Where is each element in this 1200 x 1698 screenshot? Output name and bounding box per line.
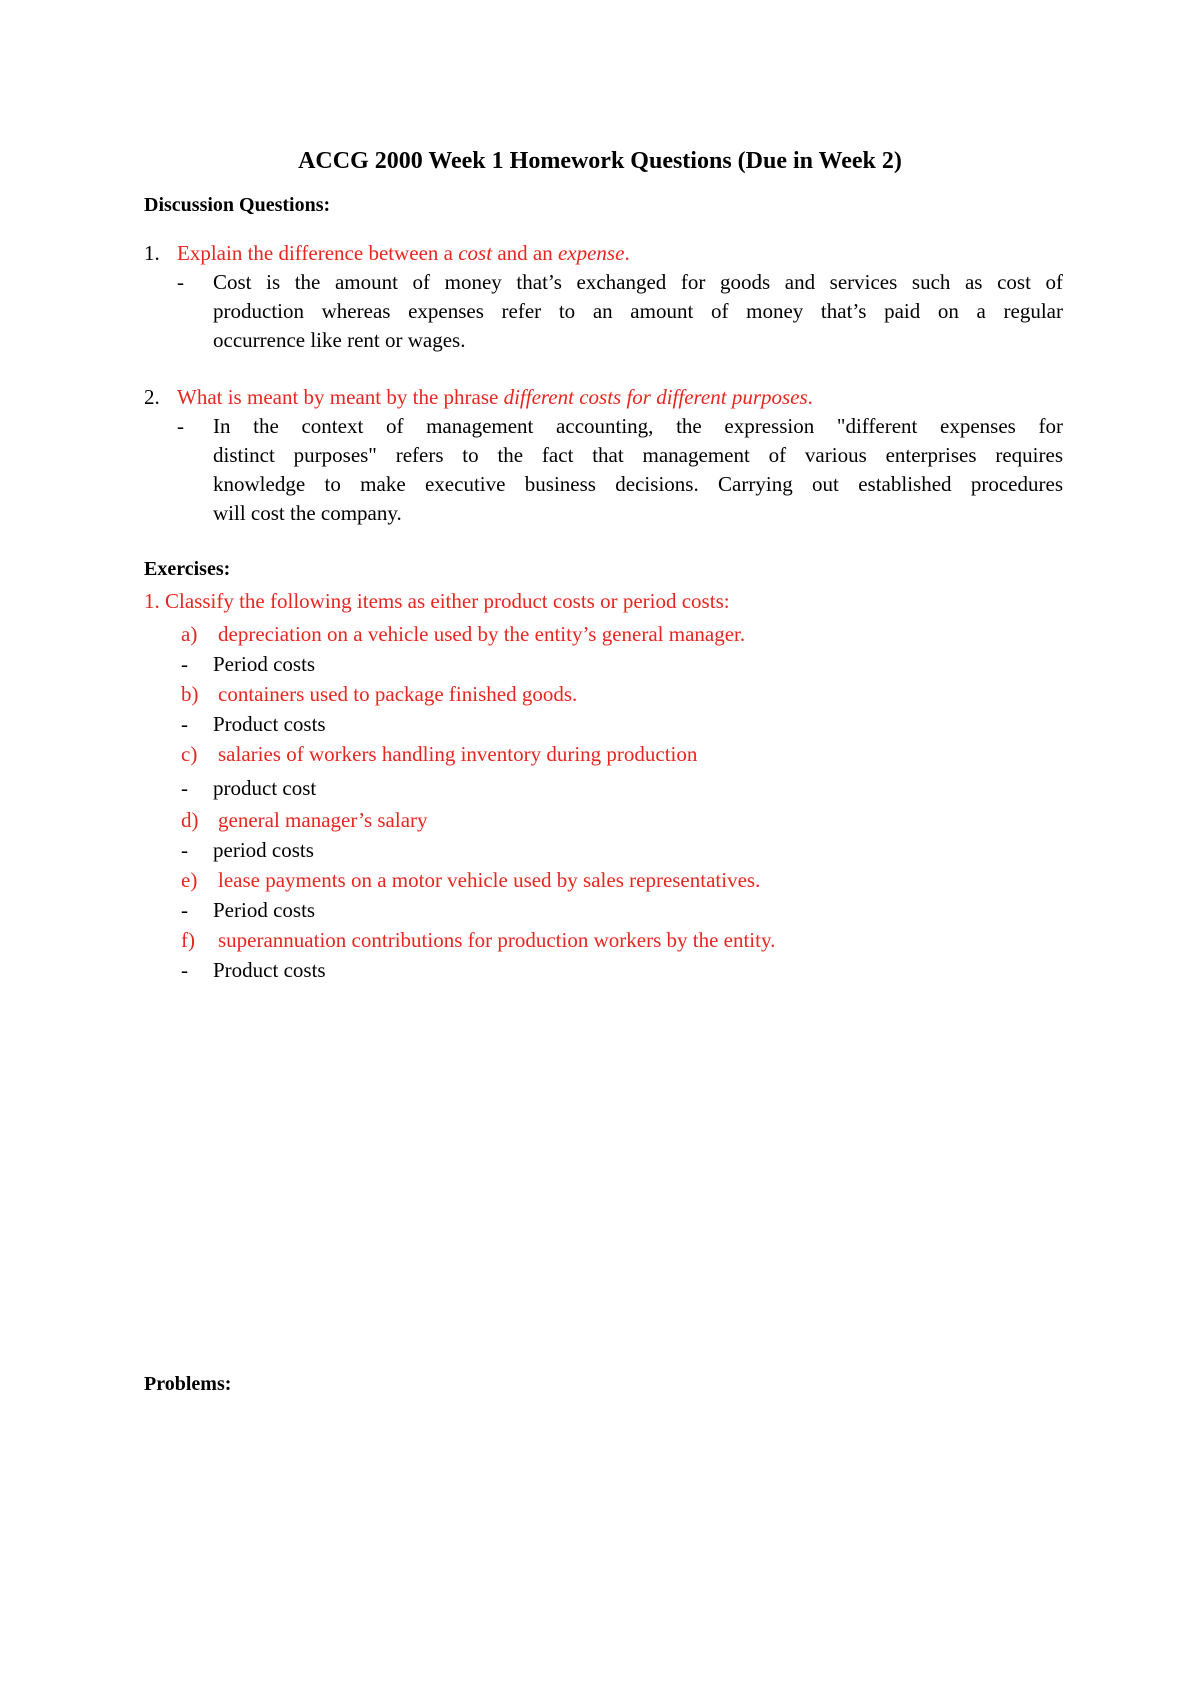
exercise-answer: Product costs: [213, 712, 326, 736]
exercise-answer: Period costs: [213, 898, 316, 922]
discussion-q1-text: Explain the difference between a cost and an expense.: [177, 241, 630, 265]
problems-heading: Problems:: [144, 1373, 232, 1395]
discussion-q2-answer-dash: -: [177, 414, 184, 438]
exercise-answer: Period costs: [213, 652, 316, 676]
answer-line: occurrence like rent or wages.: [213, 328, 466, 352]
exercise-item-text: salaries of workers handling inventory during production: [218, 742, 698, 766]
exercises-heading: Exercises:: [144, 558, 231, 580]
exercise-answer-dash: -: [181, 776, 188, 800]
discussion-q2-text: What is meant by meant by the phrase different costs for different purposes.: [177, 385, 813, 409]
discussion-q1-answer-dash: -: [177, 270, 184, 294]
discussion-q1-answer: [213, 268, 1063, 355]
answer-line: distinct purposes" refers to the fact that management of various enterprises requires: [213, 443, 1063, 467]
exercise-answer-dash: -: [181, 898, 188, 922]
exercise-answer-dash: -: [181, 652, 188, 676]
exercise-answer: product cost: [213, 776, 317, 800]
answer-line: knowledge to make executive business decisions. Carrying out established procedures: [213, 472, 1063, 496]
answer-line: Cost is the amount of money that’s exchanged for goods and services such as cost of: [213, 270, 1063, 294]
exercise-q1-text: 1. Classify the following items as either product costs or period costs:: [144, 589, 730, 613]
exercise-item-letter: a): [181, 622, 198, 646]
exercise-answer-dash: -: [181, 712, 188, 736]
answer-line: production whereas expenses refer to an amount of money that’s paid on a regular: [213, 299, 1063, 323]
discussion-heading: Discussion Questions:: [144, 194, 331, 216]
discussion-q2-number: 2.: [144, 385, 160, 409]
discussion-q1-number: 1.: [144, 241, 160, 265]
answer-line: will cost the company.: [213, 501, 402, 525]
exercise-item-text: superannuation contributions for production workers by the entity.: [218, 928, 776, 952]
exercise-item-letter: c): [181, 742, 198, 766]
exercise-answer-dash: -: [181, 838, 188, 862]
page-title: ACCG 2000 Week 1 Homework Questions (Due in Week 2): [298, 148, 902, 174]
discussion-q2-answer: [213, 412, 1063, 528]
exercise-item-letter: f): [181, 928, 195, 952]
exercise-item-letter: b): [181, 682, 199, 706]
exercise-item-text: lease payments on a motor vehicle used by sales representatives.: [218, 868, 761, 892]
exercise-item-text: depreciation on a vehicle used by the entity’s general manager.: [218, 622, 746, 646]
exercise-item-letter: d): [181, 808, 199, 832]
exercise-item-text: containers used to package finished goods.: [218, 682, 578, 706]
answer-line: In the context of management accounting, the expression "different expenses for: [213, 414, 1063, 438]
exercise-item-letter: e): [181, 868, 198, 892]
exercise-item-text: general manager’s salary: [218, 808, 428, 832]
exercise-answer: Product costs: [213, 958, 326, 982]
exercise-answer: period costs: [213, 838, 314, 862]
exercise-answer-dash: -: [181, 958, 188, 982]
